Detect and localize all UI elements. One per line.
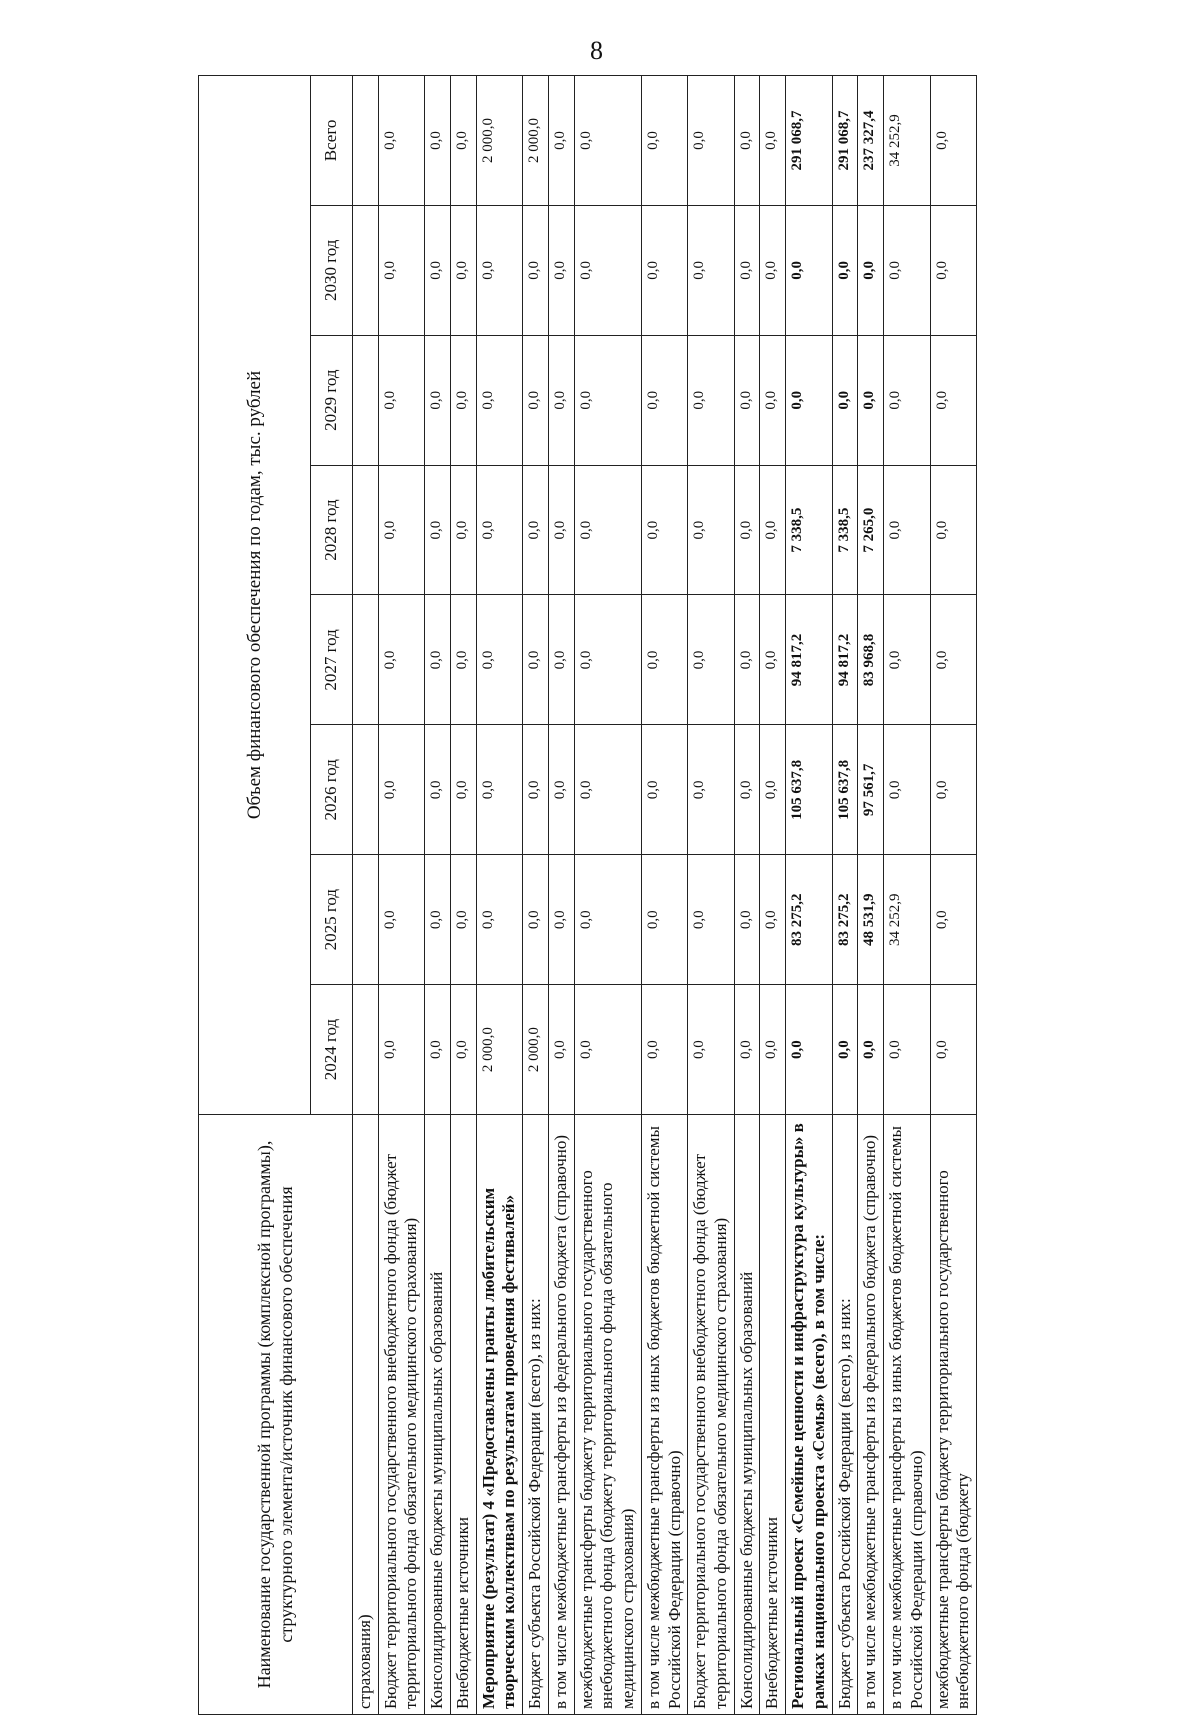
row-value: 0,0 (641, 855, 687, 985)
row-value: 0,0 (574, 595, 641, 725)
table-row (734, 76, 760, 1715)
row-value: 0,0 (884, 985, 930, 1115)
row-value: 0,0 (760, 985, 786, 1115)
row-name: Мероприятие (результат) 4 «Предоставлены гранты любительским творческим коллективам по результатам проведения фестивалей» (476, 1115, 522, 1715)
row-value (353, 855, 379, 985)
row-value: 0,0 (548, 595, 574, 725)
row-value: 0,0 (548, 725, 574, 855)
row-value: 0,0 (760, 76, 786, 206)
row-value: 0,0 (378, 335, 424, 465)
row-value: 7 265,0 (858, 465, 884, 595)
row-value: 0,0 (425, 205, 451, 335)
row-value: 0,0 (930, 335, 976, 465)
row-name: в том числе межбюджетные трансферты из федерального бюджета (справочно) (548, 1115, 574, 1715)
row-value (353, 335, 379, 465)
row-value: 0,0 (523, 725, 549, 855)
row-value: 0,0 (378, 855, 424, 985)
row-value: 0,0 (734, 205, 760, 335)
table-row (450, 76, 476, 1715)
row-value: 0,0 (548, 335, 574, 465)
row-value: 7 338,5 (832, 465, 858, 595)
row-value: 0,0 (548, 985, 574, 1115)
row-value: 0,0 (760, 335, 786, 465)
table-row (641, 76, 687, 1715)
row-name: Бюджет субъекта Российской Федерации (всего), из них: (523, 1115, 549, 1715)
table-row (425, 76, 451, 1715)
row-value: 0,0 (450, 725, 476, 855)
row-value: 0,0 (688, 725, 734, 855)
header-year: 2029 год (311, 335, 353, 465)
row-name: в том числе межбюджетные трансферты из федерального бюджета (справочно) (858, 1115, 884, 1715)
table-row (760, 76, 786, 1715)
row-name: Консолидированные бюджеты муниципальных образований (425, 1115, 451, 1715)
row-value (353, 725, 379, 855)
row-value: 0,0 (884, 725, 930, 855)
row-value: 0,0 (688, 985, 734, 1115)
table-row (786, 76, 832, 1715)
row-value: 0,0 (832, 205, 858, 335)
row-value: 105 637,8 (786, 725, 832, 855)
row-value: 2 000,0 (476, 985, 522, 1115)
row-value: 0,0 (548, 76, 574, 206)
row-value: 0,0 (884, 205, 930, 335)
row-value: 97 561,7 (858, 725, 884, 855)
header-year: 2026 год (311, 725, 353, 855)
row-value: 0,0 (884, 595, 930, 725)
row-value: 0,0 (930, 985, 976, 1115)
row-value: 0,0 (930, 595, 976, 725)
row-value: 0,0 (378, 465, 424, 595)
row-value: 2 000,0 (523, 985, 549, 1115)
row-value: 0,0 (378, 725, 424, 855)
row-value: 94 817,2 (786, 595, 832, 725)
row-value: 0,0 (858, 335, 884, 465)
row-value (353, 595, 379, 725)
row-value: 0,0 (476, 335, 522, 465)
header-volume-title: Объем финансового обеспечения по годам, тыс. рублей (199, 76, 311, 1115)
row-value: 0,0 (523, 595, 549, 725)
row-value: 0,0 (688, 465, 734, 595)
page-number: 8 (590, 36, 603, 65)
row-name: Бюджет территориального государственного внебюджетного фонда (бюджет территориального фонда обязательного медицинского страхования) (688, 1115, 734, 1715)
row-value: 0,0 (450, 205, 476, 335)
row-value: 0,0 (523, 855, 549, 985)
row-value: 0,0 (688, 595, 734, 725)
row-value: 0,0 (641, 205, 687, 335)
header-name-column: Наименование государственной программы (комплексной программы), структурного элемента/источник финансового обеспечения (199, 1115, 353, 1715)
row-value: 0,0 (786, 205, 832, 335)
row-value: 0,0 (425, 985, 451, 1115)
row-value: 0,0 (548, 855, 574, 985)
row-value: 0,0 (760, 595, 786, 725)
row-value: 0,0 (760, 725, 786, 855)
row-value: 0,0 (734, 335, 760, 465)
row-value: 0,0 (548, 205, 574, 335)
row-value: 0,0 (574, 205, 641, 335)
row-value: 0,0 (476, 855, 522, 985)
finance-table-container (198, 75, 1128, 1715)
row-value: 0,0 (930, 205, 976, 335)
row-value: 83 968,8 (858, 595, 884, 725)
row-value: 0,0 (786, 985, 832, 1115)
row-value: 0,0 (832, 985, 858, 1115)
row-value: 0,0 (858, 205, 884, 335)
row-value: 0,0 (450, 985, 476, 1115)
header-year: 2030 год (311, 205, 353, 335)
table-row (930, 76, 976, 1715)
row-value (353, 205, 379, 335)
row-value: 0,0 (786, 335, 832, 465)
row-name: межбюджетные трансферты бюджету территориального государственного внебюджетного фонда (бюджету (930, 1115, 976, 1715)
row-value: 0,0 (760, 205, 786, 335)
row-value: 0,0 (858, 985, 884, 1115)
row-value: 0,0 (688, 855, 734, 985)
row-value: 0,0 (450, 855, 476, 985)
header-year: 2027 год (311, 595, 353, 725)
row-value: 48 531,9 (858, 855, 884, 985)
row-value: 0,0 (930, 465, 976, 595)
row-value: 0,0 (734, 855, 760, 985)
table-row (884, 76, 930, 1715)
table-row (523, 76, 549, 1715)
row-value: 0,0 (832, 335, 858, 465)
row-value: 0,0 (884, 465, 930, 595)
table-row (858, 76, 884, 1715)
row-name: Внебюджетные источники (450, 1115, 476, 1715)
row-name: страхования) (353, 1115, 379, 1715)
row-value: 0,0 (760, 465, 786, 595)
row-value: 0,0 (734, 76, 760, 206)
row-value: 0,0 (523, 465, 549, 595)
row-value: 0,0 (574, 725, 641, 855)
row-value: 0,0 (378, 985, 424, 1115)
row-value: 0,0 (425, 465, 451, 595)
row-value: 83 275,2 (832, 855, 858, 985)
table-row (378, 76, 424, 1715)
row-value: 83 275,2 (786, 855, 832, 985)
table-row (548, 76, 574, 1715)
row-value: 34 252,9 (884, 76, 930, 206)
row-value: 0,0 (450, 465, 476, 595)
row-value: 0,0 (450, 335, 476, 465)
row-name: Внебюджетные источники (760, 1115, 786, 1715)
row-value (353, 465, 379, 595)
row-value: 0,0 (930, 855, 976, 985)
row-value: 0,0 (378, 595, 424, 725)
row-value: 0,0 (425, 76, 451, 206)
row-name: Консолидированные бюджеты муниципальных образований (734, 1115, 760, 1715)
row-value: 105 637,8 (832, 725, 858, 855)
row-value: 0,0 (574, 76, 641, 206)
row-name: Бюджет территориального государственного внебюджетного фонда (бюджет территориального фонда обязательного медицинского страхования) (378, 1115, 424, 1715)
row-value: 0,0 (641, 465, 687, 595)
row-value: 237 327,4 (858, 76, 884, 206)
row-value: 0,0 (523, 335, 549, 465)
row-value: 0,0 (930, 725, 976, 855)
row-value: 0,0 (450, 76, 476, 206)
row-value: 0,0 (450, 595, 476, 725)
row-value: 291 068,7 (786, 76, 832, 206)
row-value: 0,0 (688, 205, 734, 335)
header-year: 2028 год (311, 465, 353, 595)
table-row (476, 76, 522, 1715)
row-value: 0,0 (760, 855, 786, 985)
row-name: межбюджетные трансферты бюджету территориального государственного внебюджетного фонда (бюджету территориального фонда обязательного медицинского страхования) (574, 1115, 641, 1715)
finance-table (198, 75, 977, 1715)
row-value: 2 000,0 (523, 76, 549, 206)
row-value: 0,0 (378, 76, 424, 206)
row-value: 0,0 (688, 76, 734, 206)
row-value: 0,0 (425, 725, 451, 855)
row-value: 0,0 (476, 465, 522, 595)
row-value: 0,0 (641, 985, 687, 1115)
row-value: 0,0 (734, 465, 760, 595)
row-name: в том числе межбюджетные трансферты из иных бюджетов бюджетной системы Российской Федерации (справочно) (641, 1115, 687, 1715)
row-value: 291 068,7 (832, 76, 858, 206)
row-value: 0,0 (425, 595, 451, 725)
table-row (832, 76, 858, 1715)
row-value: 0,0 (574, 855, 641, 985)
row-value: 0,0 (548, 465, 574, 595)
row-value: 0,0 (734, 595, 760, 725)
table-row (688, 76, 734, 1715)
row-value: 0,0 (574, 335, 641, 465)
row-value (353, 76, 379, 206)
header-year: 2025 год (311, 855, 353, 985)
row-value: 0,0 (574, 465, 641, 595)
row-value: 0,0 (641, 595, 687, 725)
row-value: 0,0 (425, 855, 451, 985)
table-row (353, 76, 379, 1715)
row-value: 0,0 (574, 985, 641, 1115)
row-value: 0,0 (734, 985, 760, 1115)
row-value: 0,0 (930, 76, 976, 206)
row-value: 0,0 (425, 335, 451, 465)
row-value: 34 252,9 (884, 855, 930, 985)
row-value: 0,0 (476, 595, 522, 725)
row-value: 0,0 (641, 725, 687, 855)
row-value: 0,0 (688, 335, 734, 465)
row-value: 0,0 (476, 725, 522, 855)
row-value: 0,0 (884, 335, 930, 465)
table-row (574, 76, 641, 1715)
header-year: 2024 год (311, 985, 353, 1115)
row-value: 0,0 (641, 76, 687, 206)
row-value: 0,0 (378, 205, 424, 335)
row-name: Региональный проект «Семейные ценности и инфраструктура культуры» в рамках национального проекта «Семья» (всего), в том числе: (786, 1115, 832, 1715)
row-value: 2 000,0 (476, 76, 522, 206)
row-value: 94 817,2 (832, 595, 858, 725)
header-year: Всего (311, 76, 353, 206)
row-value: 0,0 (734, 725, 760, 855)
row-value: 0,0 (523, 205, 549, 335)
row-name: Бюджет субъекта Российской Федерации (всего), из них: (832, 1115, 858, 1715)
row-value: 7 338,5 (786, 465, 832, 595)
row-name: в том числе межбюджетные трансферты из иных бюджетов бюджетной системы Российской Федерации (справочно) (884, 1115, 930, 1715)
row-value: 0,0 (476, 205, 522, 335)
row-value (353, 985, 379, 1115)
row-value: 0,0 (641, 335, 687, 465)
